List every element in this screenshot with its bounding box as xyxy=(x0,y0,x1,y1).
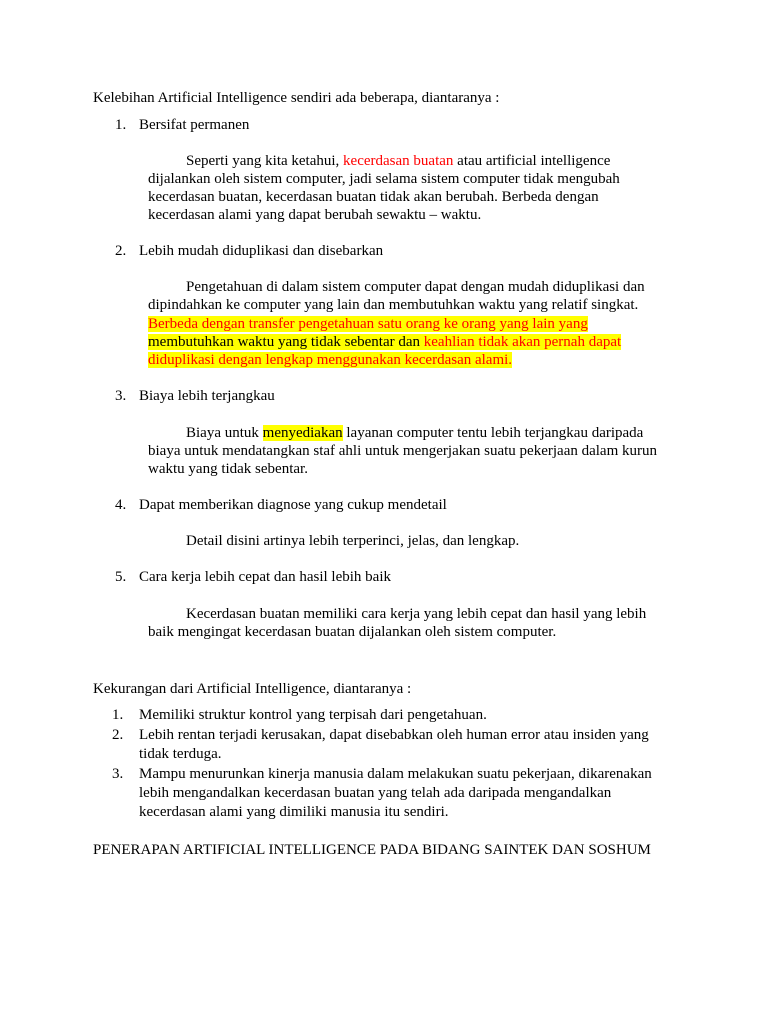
highlighted-red-text: Berbeda dengan transfer pengetahuan satu orang ke orang yang lain yang xyxy=(148,316,588,332)
highlighted-red-text: diduplikasi dengan lengkap menggunakan kecerdasan alami. xyxy=(148,352,513,368)
highlighted-text: membutuhkan waktu yang tidak sebentar dan xyxy=(148,334,424,350)
paragraph-line: baik mengingat kecerdasan buatan dijalankan oleh sistem computer. xyxy=(148,624,557,640)
list-item-title: Dapat memberikan diagnose yang cukup mendetail xyxy=(139,497,447,513)
advantages-intro: Kelebihan Artificial Intelligence sendiri ada beberapa, diantaranya : xyxy=(93,90,500,106)
paragraph-line: kecerdasan alami yang dapat berubah sewaktu – waktu. xyxy=(148,207,482,223)
list-number: 4. xyxy=(115,497,127,513)
paragraph-line: Detail disini artinya lebih terperinci, jelas, dan lengkap. xyxy=(186,533,520,549)
list-number: 3. xyxy=(115,388,127,404)
list-number: 5. xyxy=(115,569,127,585)
list-number: 2. xyxy=(112,727,124,743)
disadvantages-intro: Kekurangan dari Artificial Intelligence, diantaranya : xyxy=(93,681,412,697)
paragraph-line xyxy=(148,333,621,351)
red-text-run: kecerdasan buatan xyxy=(343,153,454,169)
paragraph-line xyxy=(186,152,610,170)
list-item-text: lebih mengandalkan kecerdasan buatan yang telah ada daripada mengandalkan xyxy=(139,785,612,801)
text-run: atau artificial intelligence xyxy=(453,153,611,169)
paragraph-line: kecerdasan buatan, kecerdasan buatan tidak akan berubah. Berbeda dengan xyxy=(148,189,599,205)
list-item-title: Cara kerja lebih cepat dan hasil lebih baik xyxy=(139,569,391,585)
highlighted-text: menyediakan xyxy=(262,425,343,441)
paragraph-line: biaya untuk mendatangkan staf ahli untuk mengerjakan suatu pekerjaan dalam kurun xyxy=(148,443,657,459)
text-run: layanan computer tentu lebih terjangkau daripada xyxy=(342,425,644,441)
list-item-title: Lebih mudah diduplikasi dan disebarkan xyxy=(139,243,384,259)
text-run: Seperti yang kita ketahui, xyxy=(186,153,344,169)
paragraph-line xyxy=(186,424,643,442)
list-item-text: tidak terduga. xyxy=(139,746,222,762)
paragraph-line: waktu yang tidak sebentar. xyxy=(148,461,308,477)
paragraph-line: dijalankan oleh sistem computer, jadi selama sistem computer tidak mengubah xyxy=(148,171,620,187)
paragraph-line: dipindahkan ke computer yang lain dan membutuhkan waktu yang relatif singkat. xyxy=(148,297,639,313)
text-run: Biaya untuk xyxy=(186,425,263,441)
paragraph-line: Pengetahuan di dalam sistem computer dapat dengan mudah diduplikasi dan xyxy=(186,279,645,295)
section-heading: PENERAPAN ARTIFICIAL INTELLIGENCE PADA BIDANG SAINTEK DAN SOSHUM xyxy=(93,842,651,858)
list-item-title: Bersifat permanen xyxy=(139,117,250,133)
list-item-text: Lebih rentan terjadi kerusakan, dapat disebabkan oleh human error atau insiden yang xyxy=(139,727,649,743)
list-item-text: kecerdasan alami yang dimiliki manusia itu sendiri. xyxy=(139,804,449,820)
list-number: 1. xyxy=(115,117,127,133)
paragraph-line xyxy=(148,351,512,369)
paragraph-line: Kecerdasan buatan memiliki cara kerja yang lebih cepat dan hasil yang lebih xyxy=(186,606,647,622)
list-item-text: Memiliki struktur kontrol yang terpisah dari pengetahuan. xyxy=(139,707,487,723)
list-item-title: Biaya lebih terjangkau xyxy=(139,388,275,404)
list-number: 3. xyxy=(112,766,124,782)
paragraph-line xyxy=(148,315,588,333)
list-item-text: Mampu menurunkan kinerja manusia dalam melakukan suatu pekerjaan, dikarenakan xyxy=(139,766,652,782)
list-number: 2. xyxy=(115,243,127,259)
list-number: 1. xyxy=(112,707,124,723)
highlighted-red-text: keahlian tidak akan pernah dapat xyxy=(423,334,622,350)
